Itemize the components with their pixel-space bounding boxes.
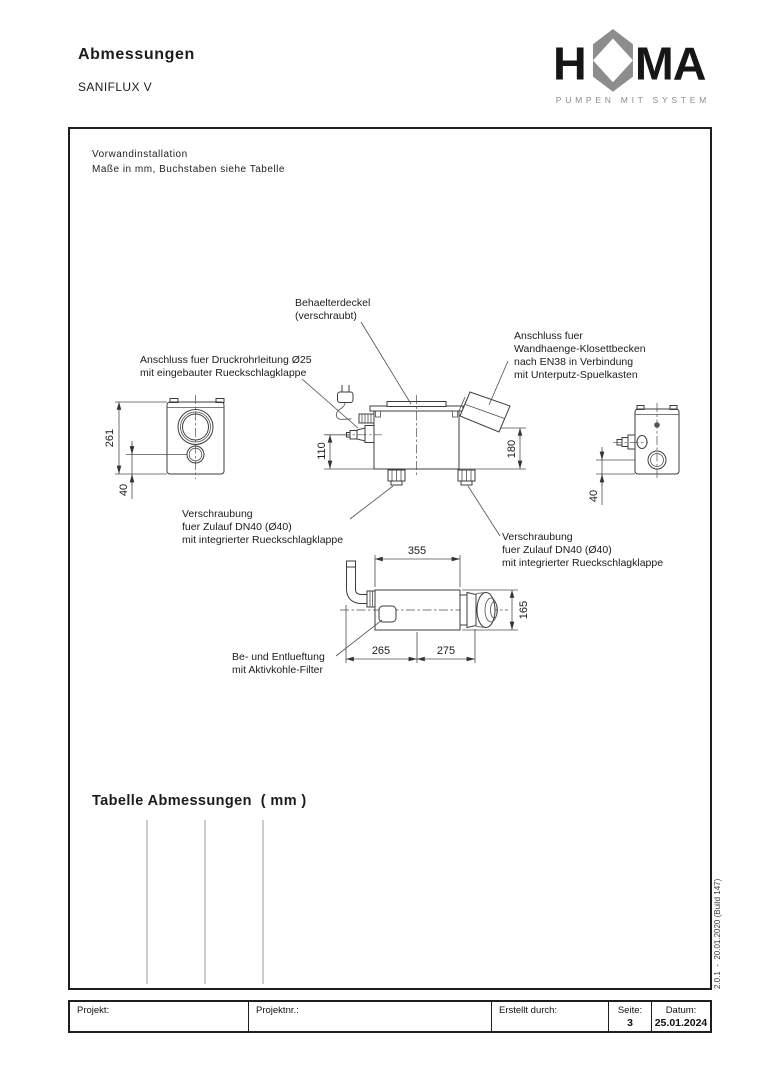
label-inlet-right-line3: mit integrierter Rueckschlagklappe (502, 557, 664, 569)
label-lid (295, 297, 370, 322)
product-name: SANIFLUX V (78, 80, 153, 94)
footer-table (68, 1000, 712, 1033)
footer-page-cell (609, 1002, 652, 1031)
label-vent-line1: Be- und Entlueftung (232, 651, 325, 663)
dim-275-value: 275 (436, 645, 456, 657)
units-note: Maße in mm, Buchstaben siehe Tabelle (92, 164, 285, 175)
label-wc-connection (514, 330, 646, 381)
technical-drawing (70, 129, 710, 988)
dim-40-right-value: 40 (588, 489, 600, 503)
dimension-table-heading: Tabelle Abmessungen ( mm ) (92, 793, 307, 809)
logo-diamond-icon (593, 29, 633, 92)
footer-created-by-cell (492, 1002, 609, 1031)
inlet-fitting-left (388, 470, 405, 485)
version-note: 2.0.1 - 20.01.2020 (Build 147) (713, 878, 722, 989)
leader-lid (361, 322, 411, 404)
dim-261-value: 261 (104, 428, 116, 448)
homa-logo (551, 28, 713, 108)
label-discharge-line2: mit eingebauter Rueckschlagklappe (140, 367, 307, 379)
leader-wc (489, 361, 508, 405)
dim-180 (459, 428, 526, 469)
created-by-label: Erstellt durch: (499, 1005, 558, 1016)
page-label: Seite: (617, 1005, 643, 1016)
installation-note: Vorwandinstallation (92, 149, 188, 160)
footer-date-cell (652, 1002, 710, 1031)
inlet-fitting-right (458, 470, 475, 485)
footer-project-cell (70, 1002, 249, 1031)
label-wc-line3: nach EN38 in Verbindung (514, 356, 634, 368)
project-label: Projekt: (77, 1005, 110, 1016)
power-plug-icon (336, 385, 374, 423)
dim-355-value: 355 (407, 545, 427, 557)
dim-40-left-value: 40 (118, 483, 130, 497)
dim-355 (375, 545, 460, 587)
vent-opening (379, 606, 396, 622)
leader-discharge (302, 379, 358, 428)
label-wc-line1: Anschluss fuer (514, 330, 583, 342)
label-inlet-right-line1: Verschraubung (502, 531, 573, 543)
dim-265-value: 265 (371, 645, 391, 657)
right-end-view (613, 403, 679, 479)
dim-180-value: 180 (506, 439, 518, 459)
project-no-label: Projektnr.: (256, 1005, 299, 1016)
date-value: 25.01.2024 (654, 1017, 708, 1029)
label-inlet-left-line2: fuer Zulauf DN40 (Ø40) (182, 521, 292, 533)
label-vent-line2: mit Aktivkohle-Filter (232, 664, 324, 676)
wc-connector (459, 392, 510, 432)
logo-text-h: H (552, 37, 587, 90)
dim-165-value: 165 (518, 600, 530, 620)
logo-text-ma: MA (634, 37, 706, 90)
logo-tagline: PUMPEN MIT SYSTEM (555, 95, 707, 106)
center-side-view (336, 385, 510, 485)
label-inlet-right (502, 531, 663, 569)
label-discharge-line1: Anschluss fuer Druckrohrleitung Ø25 (140, 354, 312, 366)
label-inlet-left (182, 508, 343, 546)
dim-110-value: 110 (316, 442, 328, 460)
label-vent (232, 651, 325, 676)
leader-inlet-right (468, 486, 500, 536)
label-lid-line1: Behaelterdeckel (295, 297, 371, 309)
bottom-top-view (340, 561, 508, 630)
dim-40-right (588, 447, 635, 505)
label-inlet-left-line1: Verschraubung (182, 508, 253, 520)
dim-261 (104, 402, 167, 474)
label-wc-line2: Wandhaenge-Klosettbecken (514, 343, 646, 355)
footer-project-no-cell (249, 1002, 492, 1031)
leader-inlet-left (350, 486, 393, 519)
drawing-frame (68, 127, 712, 990)
date-label: Datum: (665, 1005, 697, 1016)
label-inlet-left-line3: mit integrierter Rueckschlagklappe (182, 534, 344, 546)
label-inlet-right-line2: fuer Zulauf DN40 (Ø40) (502, 544, 612, 556)
page-number: 3 (627, 1017, 633, 1029)
label-wc-line4: mit Unterputz-Spuelkasten (514, 369, 638, 381)
page-title: Abmessungen (78, 46, 195, 63)
label-discharge (140, 354, 312, 379)
table-column-lines (147, 820, 263, 984)
label-lid-line2: (verschraubt) (295, 310, 357, 322)
left-end-view (167, 395, 224, 479)
